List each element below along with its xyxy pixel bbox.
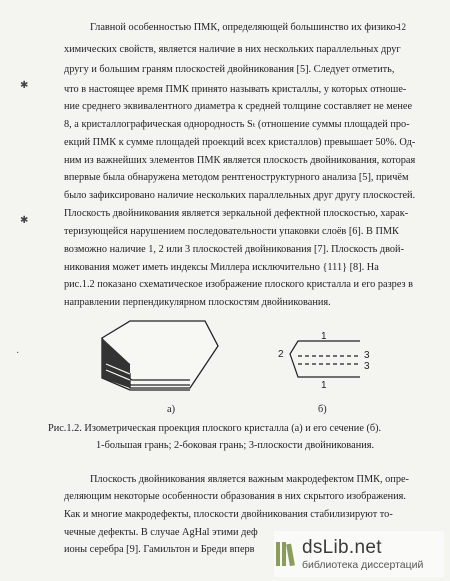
watermark-logo xyxy=(274,531,444,577)
section-label: 3 xyxy=(364,361,370,372)
section-label: 2 xyxy=(278,349,284,360)
text-line: другу и большим граням плоскостей двойникования [5]. Следует отметить, xyxy=(64,64,395,75)
text-line: направлении перпендикулярном плоскостям двойникования. xyxy=(64,297,331,308)
text-line: ние среднего эквивалентного диаметра к средней толщине составляет не менее xyxy=(64,101,413,112)
margin-mark: ✱ xyxy=(20,80,29,91)
text-line: екций ПМК к сумме площадей проекций всех кристаллов) превышает 50%. Од- xyxy=(64,137,416,148)
text-line: Плоскость двойникования является зеркальной дефектной плоскостью, харак- xyxy=(64,208,409,219)
text-line: ионы серебра [9]. Гамильтон и Бреди вперв xyxy=(64,544,255,555)
watermark-main: dsLib.net xyxy=(302,537,382,558)
book-icon xyxy=(274,540,296,568)
text-line: было зафиксировано наличие нескольких параллельных друг другу плоскостей. xyxy=(64,190,416,201)
margin-mark: ✱ xyxy=(20,215,29,226)
section-label: 1 xyxy=(321,331,327,342)
text-line: возможно наличие 1, 2 или 3 плоскостей двойникования [7]. Плоскость двой- xyxy=(64,244,404,255)
text-line: чечные дефекты. В случае AgHal этими деф xyxy=(64,527,258,538)
figure-label-b: б) xyxy=(318,404,327,415)
crystal-isometric-drawing xyxy=(100,318,230,398)
text-line: химических свойств, является наличие в них нескольких параллельных друг xyxy=(64,44,401,55)
text-line: ним из важнейших элементов ПМК является плоскость двойникования, которая xyxy=(64,155,416,166)
text-line: рис.1.2 показано схематическое изображение плоского кристалла и его разрез в xyxy=(64,279,414,290)
page-number: 12 xyxy=(397,22,406,32)
watermark-sub: библиотека диссертаций xyxy=(302,559,424,571)
margin-mark: · xyxy=(16,348,20,359)
section-label: 1 xyxy=(321,380,327,390)
text-line: Плоскость двойникования является важным макродефектом ПМК, опре- xyxy=(90,474,409,485)
text-line: никования может иметь индексы Миллера исключительно {111} [8]. На xyxy=(64,262,379,273)
text-line: Как и многие макродефекты, плоскости двойникования стабилизируют то- xyxy=(64,509,393,520)
text-line: что в настоящее время ПМК принято называть кристаллы, у которых отноше- xyxy=(64,84,407,95)
text-line: 8, а кристаллографическая однородность Sₜ (отношение суммы площадей про- xyxy=(64,119,410,130)
figure-caption: Рис.1.2. Изометрическая проекция плоского кристалла (а) и его сечение (б). xyxy=(48,423,382,434)
text-line: деляющим некоторые особенности образования в них скрытого изображения. xyxy=(64,491,406,502)
figure-label-a: а) xyxy=(167,404,175,415)
text-line: впервые была обнаружена методом рентгеноструктурного анализа [5], причём xyxy=(64,172,409,183)
section-label: 3 xyxy=(364,350,370,361)
text-line: Главной особенностью ПМК, определяющей большинство их физико- xyxy=(90,22,400,33)
crystal-section-drawing xyxy=(278,330,378,390)
figure-caption: 1-большая грань; 2-боковая грань; 3-плоскости двойникования. xyxy=(96,440,375,451)
text-line: теризующейся нарушением последовательности упаковки слоёв [6]. В ПМК xyxy=(64,226,399,237)
